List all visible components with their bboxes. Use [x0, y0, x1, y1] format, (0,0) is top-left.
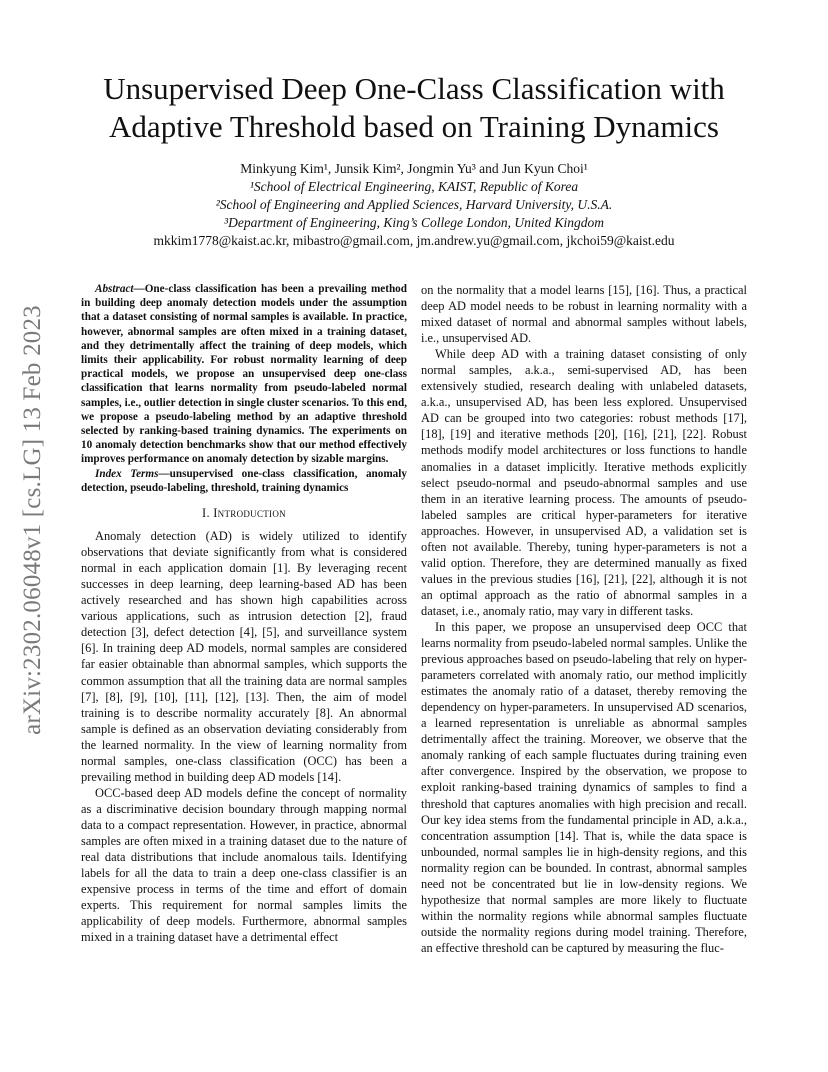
right-column: [421, 282, 747, 956]
arxiv-identifier: arXiv:2302.06048v1 [cs.LG] 13 Feb 2023: [19, 305, 46, 735]
title-line-2: Adaptive Threshold based on Training Dynamics: [109, 109, 719, 144]
abstract-lead: Abstract: [95, 283, 134, 295]
abstract-text: —One-class classification has been a prevailing method in building deep anomaly detection models under the assumption that a dataset consisting of normal samples is available. In practice, however, abnormal samples are often mixed in a training dataset, and they detrimentally affect the training of deep models, which limits their applicability. For robust normality learning of deep practical models, we propose an unsupervised deep one-class classification that learns normality from pseudo-labeled normal samples, i.e., outlier detection in single cluster scenarios. To this end, we propose a pseudo-labeling method by an adaptive threshold selected by ranking-based training dynamics. The experiments on 10 anomaly detection benchmarks show that our method effectively improves performance on anomaly detection by sizable margins.: [81, 283, 407, 466]
affiliation-2: ²School of Engineering and Applied Sciences, Harvard University, U.S.A.: [215, 197, 613, 212]
author-block: [0, 160, 828, 250]
author-names: Minkyung Kim¹, Junsik Kim², Jongmin Yu³ and Jun Kyun Choi¹: [240, 161, 588, 176]
paragraph: In this paper, we propose an unsupervised deep OCC that learns normality from pseudo-labeled normal samples. Unlike the previous approaches based on pseudo-labeling that rely on hyper-parameters correlated with anomaly ratio, our method implicitly estimates the anomaly ratio of a dataset, thereby removing the dependency on hyper-parameters. In unsupervised AD scenarios, a learned representation is unreliable as abnormal samples detrimentally affect the training. Moreover, we observe that the anomaly ranking of each sample fluctuates during training even after convergence. Inspired by the observation, we propose to exploit ranking-based training dynamics of samples to find a threshold that captures anomalies with high precision and recall. Our key idea stems from the fundamental principle in AD, a.k.a., concentration assumption [14]. That is, while the data space is unbounded, normal samples lie in high-density regions, and this normality region can be bounded. In contrast, abnormal samples need not be concentrated but lie in low-density regions. We hypothesize that normal samples are more likely to fluctuate within the normality regions while abnormal samples fluctuate outside the normality regions during model training. Therefore, an effective threshold can be captured by measuring the fluc-: [421, 619, 747, 955]
left-column: [81, 282, 407, 945]
abstract: [81, 282, 407, 467]
affiliation-1: ¹School of Electrical Engineering, KAIST, Republic of Korea: [249, 179, 579, 194]
paragraph: on the normality that a model learns [15], [16]. Thus, a practical deep AD model needs to be robust in learning normality with a mixed dataset of normal and abnormal samples without labels, i.e., unsupervised AD.: [421, 283, 747, 346]
author-emails: mkkim1778@kaist.ac.kr, mibastro@gmail.com, jm.andrew.yu@gmail.com, jkchoi59@kaist.edu: [153, 233, 675, 248]
index-terms: [81, 467, 407, 495]
index-terms-text: —unsupervised one-class classification, anomaly detection, pseudo-labeling, threshold, training dynamics: [81, 467, 407, 494]
paragraph: OCC-based deep AD models define the concept of normality as a discriminative decision boundary through mapping normal data to a compact representation. However, in practice, abnormal samples are often mixed in a training dataset due to the nature of real data distributions that include anomalous tails. Identifying labels for all the data to train a deep one-class classifier is an expensive process in terms of the time and effort of domain experts. This requirement for normal samples limits the applicability of deep models. Furthermore, abnormal samples mixed in a training dataset have a detrimental effect: [81, 785, 407, 945]
index-terms-lead: Index Terms: [95, 467, 159, 480]
arxiv-sidebar: [8, 280, 58, 760]
section-heading-introduction: I. Introduction: [202, 506, 286, 521]
paragraph: While deep AD with a training dataset consisting of only normal samples, a.k.a., semi-supervised AD, has been extensively studied, research dealing with unlabeled datasets, a.k.a., unsupervised AD, has been less explored. Unsupervised AD can be grouped into two categories: robust methods [17], [18], [19] and iterative methods [20], [16], [21], [22]. Robust methods modify model architectures or loss functions to handle anomalies in a dataset implicitly. Iterative methods explicitly select pseudo-normal and pseudo-abnormal samples and use them in an iterative learning process. The amounts of pseudo-labeled samples are critical hyper-parameters for iterative approaches. However, in unsupervised AD, a validation set is often not available. Thereby, tuning hyper-parameters is not a valid option. Therefore, they are determined manually as fixed values in the previous studies [16], [21], [22], although it is not an optimal approach as the ratio of abnormal samples in a dataset, i.e., anomaly ratio, may vary in different tasks.: [421, 347, 747, 618]
affiliation-3: ³Department of Engineering, King’s College London, United Kingdom: [224, 215, 604, 230]
paragraph: Anomaly detection (AD) is widely utilized to identify observations that deviate significantly from what is considered normal in each application domain [1]. By leveraging recent successes in deep learning, deep learning-based AD has been actively researched and has shown high capabilities across various applications, such as intrusion detection [2], fraud detection [3], defect detection [4], [5], and surveillance system [6]. In training deep AD models, normal samples are considered far easier obtainable than abnormal samples, which supports the common assumption that all the training data are normal samples [7], [8], [9], [10], [11], [12], [13]. Then, the aim of model training is to describe normality accurately [8]. An abnormal sample is defined as an observation deviating considerably from the learned normality. In the view of learning normality from normal samples, one-class classification (OCC) has been a prevailing method in building deep AD models [14].: [81, 529, 407, 784]
paper-title: [0, 70, 828, 146]
title-line-1: Unsupervised Deep One-Class Classification with: [103, 71, 725, 106]
